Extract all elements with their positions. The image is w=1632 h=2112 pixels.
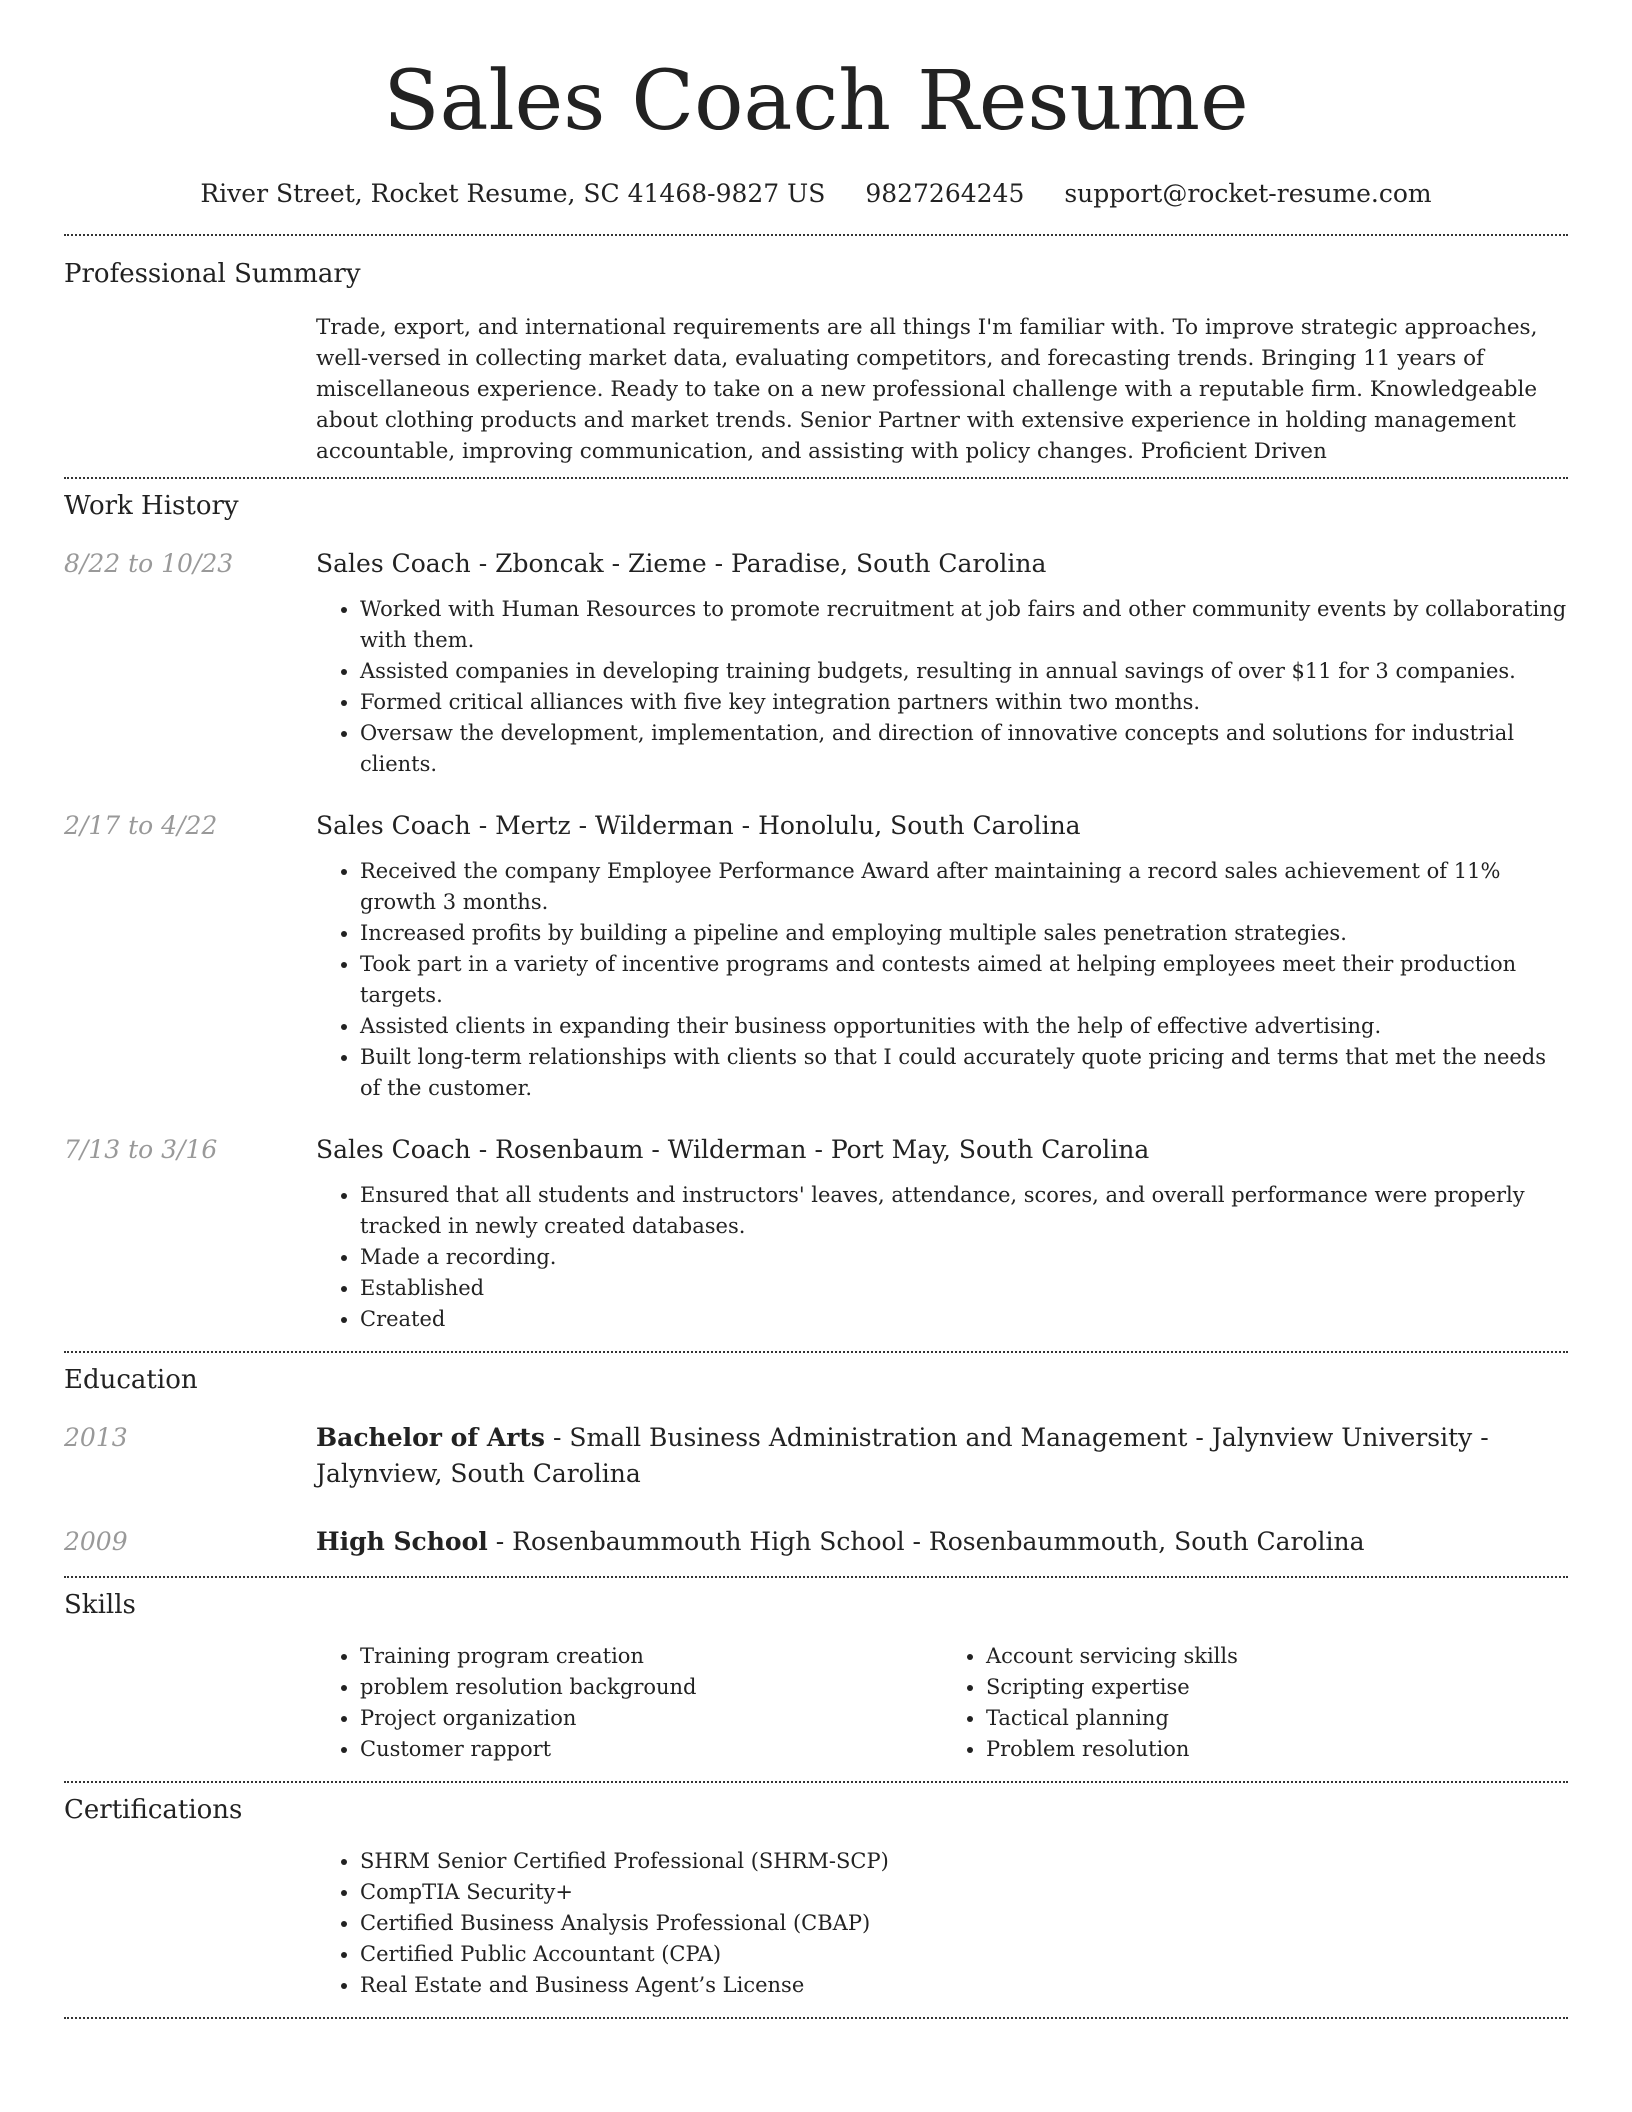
job-dates: 7/13 to 3/16 [64,1135,218,1164]
summary-text: Trade, export, and international requirements are all things I'm familiar with. To improve strategic approaches, well-versed in collecting market data, evaluating competitors, and forecasting trends. Bringing 11 years of miscellaneous experience. Ready to take on a new professional challenge with a reputable firm. Knowledgeable about clothing products and market trends. Senior Partner with extensive experience in holding management accountable, improving communication, and assisting with policy changes. Proficient Driven [316,315,1538,464]
education-year: 2009 [64,1527,128,1556]
job-title: Sales Coach - Mertz - Wilderman - Honolulu, South Carolina [316,811,1081,840]
summary-section [64,236,1568,467]
list-item: • Assisted clients in expanding their business opportunities with the help of effective advertising. [360,1011,1568,1042]
job-entry [64,546,1568,780]
list-item: • Problem resolution [986,1734,1568,1765]
list-item: • Took part in a variety of incentive programs and contests aimed at helping employees meet their production targets. [360,949,1568,1011]
job-entry [64,808,1568,1104]
list-item: • Oversaw the development, implementation, and direction of innovative concepts and solutions for industrial clients. [360,718,1568,780]
contact-line [64,176,1568,212]
education-degree: High School [316,1527,488,1556]
job-bullets [316,594,1568,780]
list-item: • Increased profits by building a pipeline and employing multiple sales penetration strategies. [360,918,1568,949]
job-bullets [316,856,1568,1104]
education-year: 2013 [64,1423,128,1452]
job-dates: 8/22 to 10/23 [64,549,234,578]
job-bullets [316,1180,1568,1335]
education-degree: Bachelor of Arts [316,1423,546,1452]
list-item: • Tactical planning [986,1703,1568,1734]
skills-grid [316,1641,1568,1765]
summary-spacer [64,312,316,467]
list-item: • Assisted companies in developing training budgets, resulting in annual savings of over $11 for 3 companies. [360,656,1568,687]
list-item: • Scripting expertise [986,1672,1568,1703]
certifications-spacer [64,1846,316,2001]
list-item: • Certified Public Accountant (CPA) [360,1939,1568,1970]
list-item: • Real Estate and Business Agent’s License [360,1970,1568,2001]
list-item: • Project organization [360,1703,942,1734]
resume-page [64,0,1568,2019]
list-item: • Training program creation [360,1641,942,1672]
skills-list-right [942,1641,1568,1765]
resume-title: Sales Coach Resume [383,54,1249,149]
work-history-heading: Work History [64,491,239,521]
list-item: • CompTIA Security+ [360,1877,1568,1908]
certifications-section [64,1783,1568,2001]
education-entry [64,1420,1568,1492]
list-item: • Formed critical alliances with five key integration partners within two months. [360,687,1568,718]
work-history-section [64,479,1568,1335]
list-item: • problem resolution background [360,1672,942,1703]
contact-address: River Street, Rocket Resume, SC 41468-9827 US [200,179,826,208]
list-item: • Account servicing skills [986,1641,1568,1672]
education-details: - Small Business Administration and Management - Jalynview University - Jalynview, South Carolina [316,1423,1489,1488]
job-title: Sales Coach - Rosenbaum - Wilderman - Port May, South Carolina [316,1135,1150,1164]
list-item: • Made a recording. [360,1242,1568,1273]
list-item: • Received the company Employee Performance Award after maintaining a record sales achievement of 11% growth 3 months. [360,856,1568,918]
job-dates: 2/17 to 4/22 [64,811,218,840]
skills-heading: Skills [64,1590,136,1620]
list-item: • Ensured that all students and instructors' leaves, attendance, scores, and overall performance were properly tracked in newly created databases. [360,1180,1568,1242]
skills-list-left [316,1641,942,1765]
job-title: Sales Coach - Zboncak - Zieme - Paradise, South Carolina [316,549,1047,578]
list-item: • Customer rapport [360,1734,942,1765]
list-item: • SHRM Senior Certified Professional (SHRM-SCP) [360,1846,1568,1877]
certifications-list [316,1846,1568,2001]
certifications-heading: Certifications [64,1795,243,1825]
education-title [316,1524,1568,1560]
list-item: • Established [360,1273,1568,1304]
job-entry [64,1132,1568,1335]
education-details: - Rosenbaummouth High School - Rosenbaummouth, South Carolina [487,1527,1365,1556]
skills-spacer [64,1641,316,1765]
education-title [316,1420,1568,1492]
list-item: • Built long-term relationships with clients so that I could accurately quote pricing and terms that met the needs of the customer. [360,1042,1568,1104]
skills-section [64,1578,1568,1765]
contact-email: support@rocket-resume.com [1064,179,1432,208]
summary-heading: Professional Summary [64,259,361,289]
list-item: • Worked with Human Resources to promote recruitment at job fairs and other community events by collaborating with them. [360,594,1568,656]
section-divider [64,2017,1568,2019]
list-item: • Certified Business Analysis Professional (CBAP) [360,1908,1568,1939]
education-entry [64,1524,1568,1560]
list-item: • Created [360,1304,1568,1335]
education-section [64,1353,1568,1560]
education-heading: Education [64,1365,198,1395]
contact-phone: 9827264245 [865,179,1025,208]
